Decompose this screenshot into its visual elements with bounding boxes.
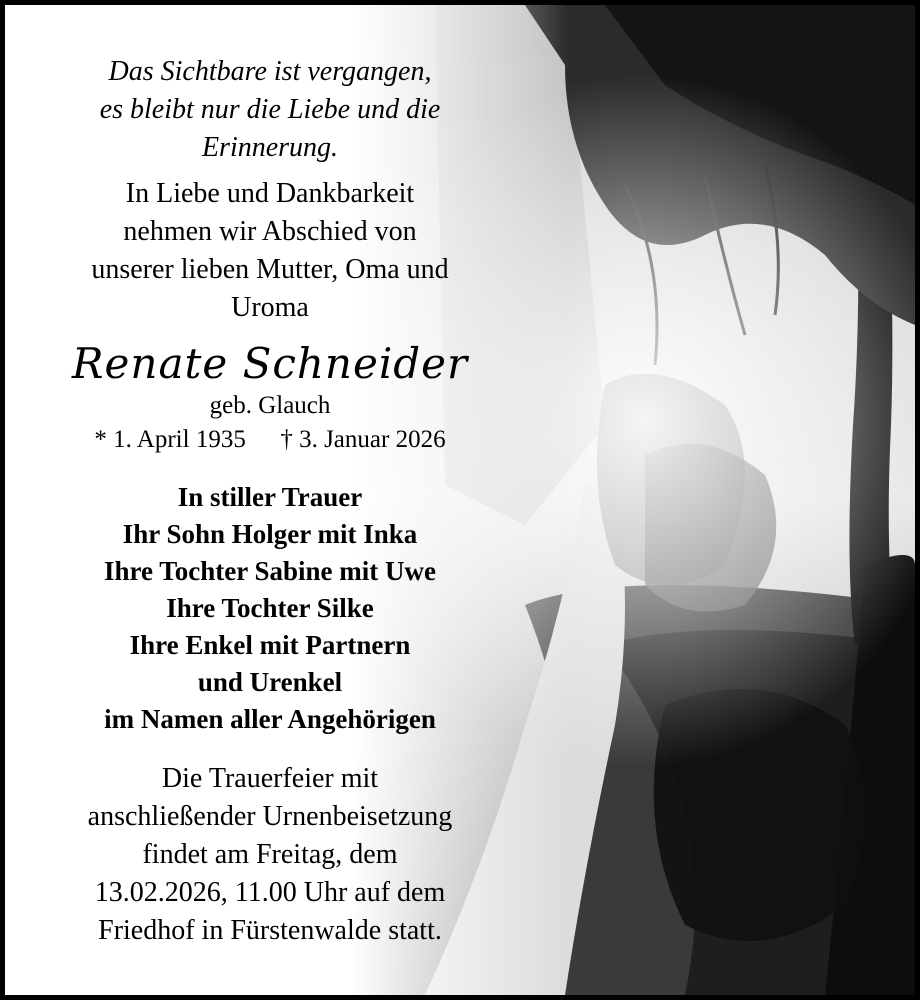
farewell-intro (35, 175, 505, 327)
intro-line: nehmen wir Abschied von (123, 216, 417, 247)
mourner-line: Ihre Tochter Sabine mit Uwe (103, 556, 436, 586)
death-date: 3. Januar 2026 (299, 426, 446, 453)
funeral-line: anschließender Urnenbeisetzung (87, 801, 453, 832)
intro-line: unserer lieben Mutter, Oma und (91, 254, 449, 285)
birth-date: 1. April 1935 (113, 426, 246, 453)
funeral-details (35, 760, 505, 950)
mourner-line: In stiller Trauer (177, 482, 363, 512)
memorial-quote (35, 53, 505, 167)
notice-text (35, 53, 505, 950)
birth-symbol: * (94, 426, 107, 453)
quote-line: Erinnerung. (201, 132, 339, 163)
deceased-name: Renate Schneider (71, 339, 469, 388)
intro-line: In Liebe und Dankbarkeit (125, 178, 415, 209)
funeral-line: findet am Freitag, dem (142, 839, 398, 870)
funeral-line: 13.02.2026, 11.00 Uhr auf dem (94, 877, 446, 908)
death-symbol: † (280, 426, 293, 453)
mourner-line: und Urenkel (197, 667, 343, 697)
life-dates (35, 423, 505, 457)
mourners-list (35, 479, 505, 738)
mourner-line: Ihre Enkel mit Partnern (129, 630, 411, 660)
intro-line: Uroma (231, 292, 309, 323)
quote-line: Das Sichtbare ist vergangen, (108, 56, 432, 87)
birth-name: geb. Glauch (209, 392, 331, 419)
mourner-line: Ihre Tochter Silke (166, 593, 374, 623)
mourner-line: Ihr Sohn Holger mit Inka (122, 519, 418, 549)
funeral-line: Die Trauerfeier mit (161, 763, 379, 794)
funeral-line: Friedhof in Fürstenwalde statt. (98, 915, 442, 946)
mourner-line: im Namen aller Angehörigen (104, 704, 436, 734)
quote-line: es bleibt nur die Liebe und die (99, 94, 441, 125)
